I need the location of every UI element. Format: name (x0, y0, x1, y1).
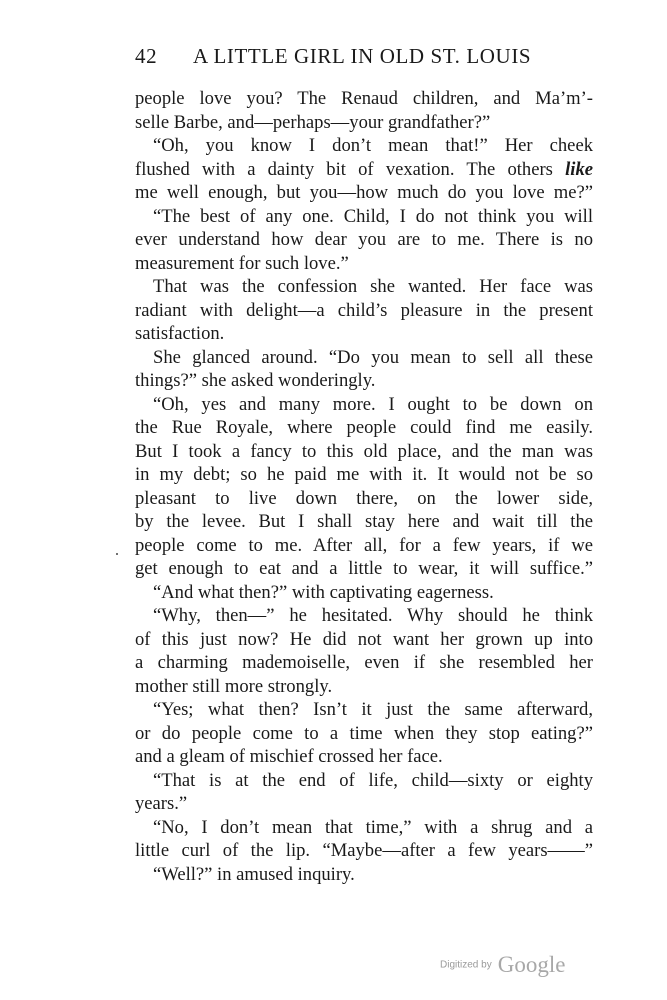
page-number: 42 (135, 44, 158, 68)
text-line: satisfaction. (135, 323, 225, 344)
text-line: people come to me. After all, for a few years, if we (135, 534, 593, 556)
text-line: She glanced around. “Do you mean to sell all these (153, 346, 593, 368)
text-line: a charming mademoiselle, even if she resembled her (135, 652, 593, 673)
text-line: pleasant to live down there, on the lower side, (135, 487, 593, 509)
text-line: “Well?” in amused inquiry. (153, 863, 355, 885)
text-line: “Why, then—” he hesitated. Why should he think (153, 605, 593, 626)
text-line: “No, I don’t mean that time,” with a shrug and a (153, 816, 593, 838)
text-line: “Oh, yes and many more. I ought to be down on (153, 393, 593, 415)
text-line: mother still more strongly. (135, 675, 333, 697)
text-line: “And what then?” with captivating eagerness. (153, 581, 494, 603)
text-line: little curl of the lip. “Maybe—after a few years——” (135, 840, 593, 861)
body-text (135, 87, 593, 886)
text-line: get enough to eat and a little to wear, it will suffice.” (135, 558, 593, 579)
text-line: “Yes; what then? Isn’t it just the same afterward, (153, 699, 593, 720)
text-line: That was the confession she wanted. Her face was (153, 276, 593, 297)
text-line: me well enough, but you—how much do you love me?” (135, 182, 593, 203)
text-line: of this just now? He did not want her grown up into (135, 628, 593, 650)
text-line: people love you? The Renaud children, and Ma’m’- (135, 88, 593, 109)
text-line: in my debt; so he paid me with it. It would not be so (135, 464, 593, 485)
text-line: “Oh, you know I don’t mean that!” Her cheek (153, 135, 593, 156)
text-line: measurement for such love.” (135, 252, 349, 274)
text-line: ever understand how dear you are to me. There is no (135, 229, 593, 250)
text-line: by the levee. But I shall stay here and wait till the (135, 511, 593, 532)
text-line: and a gleam of mischief crossed her face. (135, 746, 443, 767)
google-logo: Google (497, 952, 566, 977)
text-line: the Rue Royale, where people could find me easily. (135, 417, 593, 438)
margin-speck (116, 553, 118, 555)
running-title: A LITTLE GIRL IN OLD ST. LOUIS (193, 44, 532, 68)
italic-emphasis: like (565, 158, 593, 180)
text-line: flushed with a dainty bit of vexation. The others like (135, 158, 593, 180)
text-line: years.” (135, 793, 188, 814)
digitized-label: Digitized by (440, 959, 492, 971)
text-line: or do people come to a time when they stop eating?” (135, 722, 593, 744)
text-line: selle Barbe, and—perhaps—your grandfather?” (135, 111, 491, 133)
text-line: “That is at the end of life, child—sixty or eighty (153, 769, 593, 791)
text-line: “The best of any one. Child, I do not think you will (153, 205, 593, 227)
running-head (135, 44, 595, 70)
text-line: radiant with delight—a child’s pleasure in the present (135, 299, 593, 321)
text-line: things?” she asked wonderingly. (135, 370, 376, 391)
digitized-by-watermark (440, 952, 565, 982)
text-line: But I took a fancy to this old place, and the man was (135, 440, 593, 462)
